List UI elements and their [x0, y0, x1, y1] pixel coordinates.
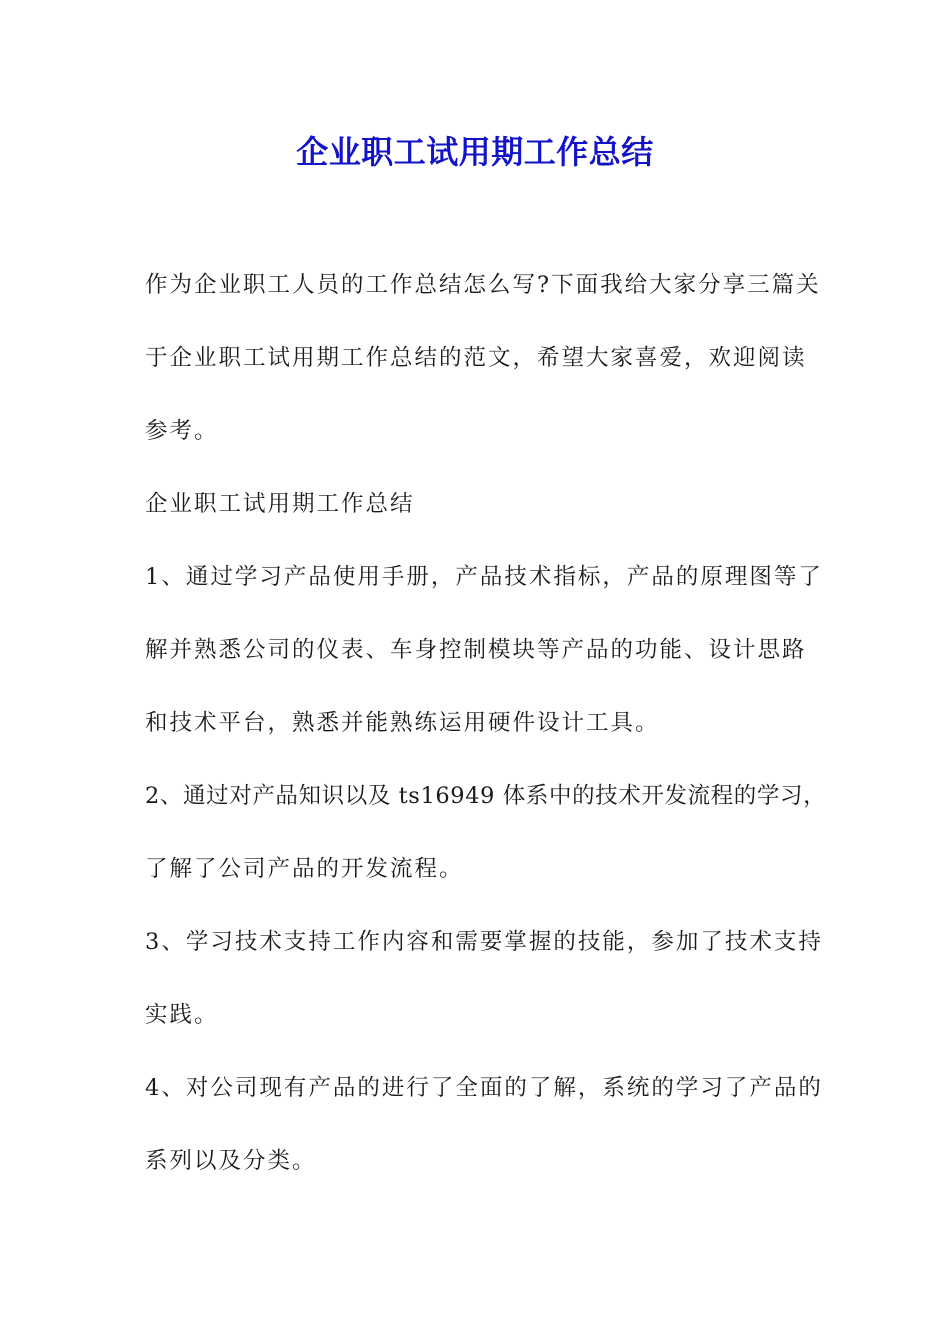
text-line: 4、对公司现有产品的进行了全面的了解，系统的学习了产品的 — [145, 1075, 823, 1101]
text-line: 1、通过学习产品使用手册，产品技术指标，产品的原理图等了 — [145, 564, 823, 590]
text-line: 于企业职工试用期工作总结的范文，希望大家喜爱，欢迎阅读 — [145, 345, 807, 371]
paragraph-subtitle — [145, 481, 810, 554]
document-title: 企业职工试用期工作总结 — [296, 133, 654, 171]
text-line: 作为企业职工人员的工作总结怎么写?下面我给大家分享三篇关 — [145, 272, 821, 298]
paragraph-item-4 — [145, 1065, 823, 1211]
paragraph-intro — [145, 262, 821, 481]
text-line: 3、学习技术支持工作内容和需要掌握的技能，参加了技术支持 — [145, 929, 823, 955]
text-line: 实践。 — [145, 1002, 219, 1028]
text-line: 了解了公司产品的开发流程。 — [145, 856, 464, 882]
paragraph-item-3 — [145, 919, 823, 1065]
text-line: 企业职工试用期工作总结 — [145, 491, 415, 517]
text-line: 参考。 — [145, 418, 219, 444]
text-line: 2、通过对产品知识以及 ts16949 体系中的技术开发流程的学习， — [145, 783, 827, 809]
text-line: 系列以及分类。 — [145, 1148, 317, 1174]
text-line: 和技术平台，熟悉并能熟练运用硬件设计工具。 — [145, 710, 660, 736]
document-body — [145, 262, 827, 1211]
text-line: 解并熟悉公司的仪表、车身控制模块等产品的功能、设计思路 — [145, 637, 807, 663]
paragraph-item-1 — [145, 554, 823, 773]
paragraph-item-2 — [145, 773, 827, 919]
